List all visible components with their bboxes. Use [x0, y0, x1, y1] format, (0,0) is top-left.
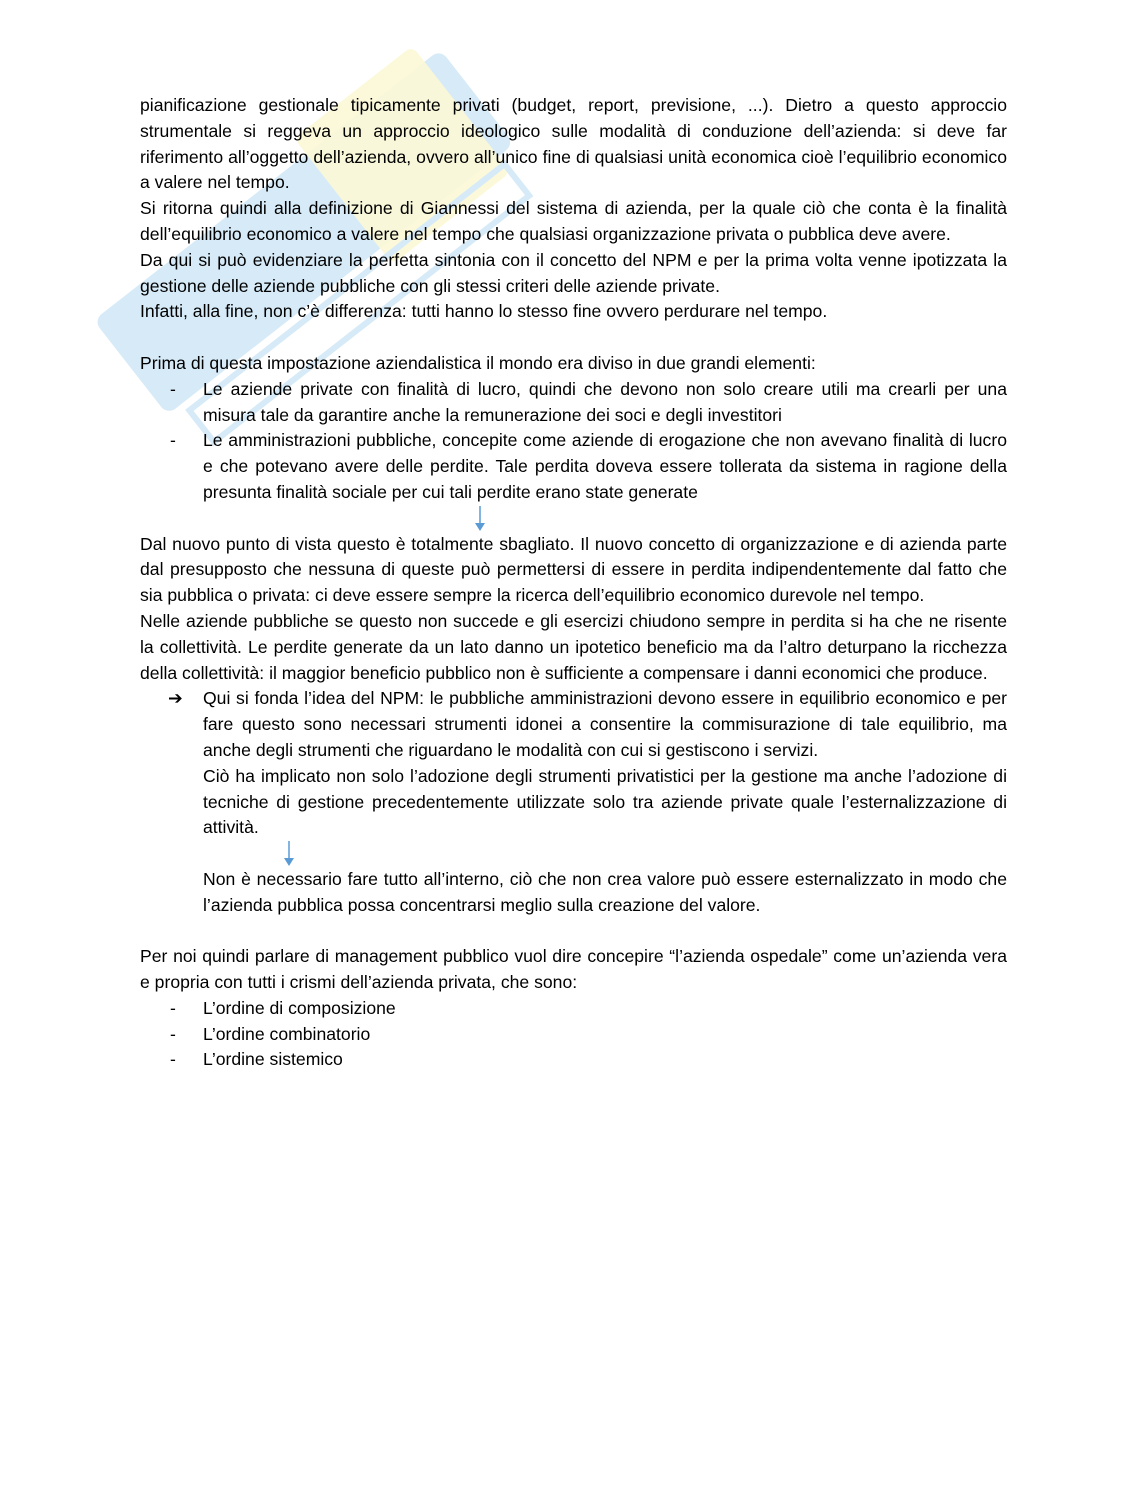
arrow-item-text: Qui si fonda l’idea del NPM: le pubbliche amministrazioni devono essere in equilibrio economico e per fare questo sono necessari strumenti idonei a consentire la commisurazione di tale equilibrio, ma anche degli strumenti che riguardano le modalità con cui si gestiscono i servizi.	[203, 688, 1007, 760]
right-arrow-bullet-icon: ➔	[168, 688, 183, 709]
list-item-text: L’ordine di composizione	[203, 997, 396, 1018]
down-arrow-icon	[474, 506, 486, 532]
list-item	[140, 1022, 1007, 1048]
list-item	[140, 377, 1007, 429]
paragraph: Prima di questa impostazione aziendalistica il mondo era diviso in due grandi elementi:	[140, 352, 816, 373]
paragraph: Infatti, alla fine, non c’è differenza: tutti hanno lo stesso fine ovvero perdurare nel tempo.	[140, 301, 828, 322]
dash-bullet: -	[170, 997, 176, 1018]
list-item-text: L’ordine combinatorio	[203, 1023, 371, 1044]
dash-bullet: -	[170, 1023, 176, 1044]
spacer	[140, 325, 1007, 351]
bullet-list-before-npm	[140, 377, 1007, 506]
list-item-text: L’ordine sistemico	[203, 1049, 343, 1070]
list-item	[140, 1047, 1007, 1073]
dash-bullet: -	[170, 1049, 176, 1070]
bullet-list-orders	[140, 996, 1007, 1073]
connector-arrow-2	[203, 841, 1007, 867]
dash-bullet: -	[170, 430, 176, 451]
arrow-list-item	[140, 686, 1007, 918]
paragraph: Da qui si può evidenziare la perfetta sintonia con il concetto del NPM e per la prima volta venne ipotizzata la gestione delle aziende pubbliche con gli stessi criteri delle aziende private.	[140, 249, 1007, 296]
paragraph: Dal nuovo punto di vista questo è totalmente sbagliato. Il nuovo concetto di organizzazione e di azienda parte dal presupposto che nessuna di queste può permettersi di essere in perdita indipendentemente dal fatto che sia pubblica o privata: ci deve essere sempre la ricerca dell’equilibrio economico durevole nel tempo.	[140, 533, 1007, 606]
document-body	[140, 93, 1007, 1073]
list-item	[140, 428, 1007, 505]
spacer	[140, 919, 1007, 945]
list-item-text: Le amministrazioni pubbliche, concepite come aziende di erogazione che non avevano finalità di lucro e che potevano avere delle perdite. Tale perdita doveva essere tollerata da sistema in ragione della presunta finalità sociale per cui tali perdite erano state generate	[203, 430, 1007, 502]
down-arrow-icon	[283, 841, 295, 867]
arrow-item-text: Ciò ha implicato non solo l’adozione degli strumenti privatistici per la gestione ma anche l’adozione di tecniche di gestione precedentemente utilizzate solo tra aziende private quale l’esternalizzazione di attività.	[203, 765, 1007, 838]
list-item-text: Le aziende private con finalità di lucro, quindi che devono non solo creare utili ma crearli per una misura tale da garantire anche la remunerazione dei soci e degli investitori	[203, 378, 1007, 425]
paragraph: Per noi quindi parlare di management pubblico vuol dire concepire “l’azienda ospedale” come un’azienda vera e propria con tutti i crismi dell’azienda privata, che sono:	[140, 946, 1007, 993]
paragraph: Nelle aziende pubbliche se questo non succede e gli esercizi chiudono sempre in perdita si ha che ne risente la collettività. Le perdite generate da un lato danno un ipotetico beneficio ma da l’altro deturpano la ricchezza della collettività: il maggior beneficio pubblico non è sufficiente a compensare i danni economici che produce.	[140, 610, 1007, 683]
connector-arrow-1	[140, 506, 1007, 532]
dash-bullet: -	[170, 378, 176, 399]
paragraph: Si ritorna quindi alla definizione di Giannessi del sistema di azienda, per la quale ciò che conta è la finalità dell’equilibrio economico a valere nel tempo che qualsiasi organizzazione privata o pubblica deve avere.	[140, 198, 1007, 244]
paragraph: pianificazione gestionale tipicamente privati (budget, report, previsione, ...). Dietro a questo approccio strumentale si reggeva un approccio ideologico sulle modalità di conduzione dell’azienda: si deve far riferimento all’oggetto dell’azienda, ovvero all’unico fine di qualsiasi unità economica cioè l’equilibrio economico a valere nel tempo.	[140, 95, 1007, 193]
list-item	[140, 996, 1007, 1022]
arrow-item-text: Non è necessario fare tutto all’interno, ciò che non crea valore può essere esternalizzato in modo che l’azienda pubblica possa concentrarsi meglio sulla creazione del valore.	[203, 868, 1007, 915]
